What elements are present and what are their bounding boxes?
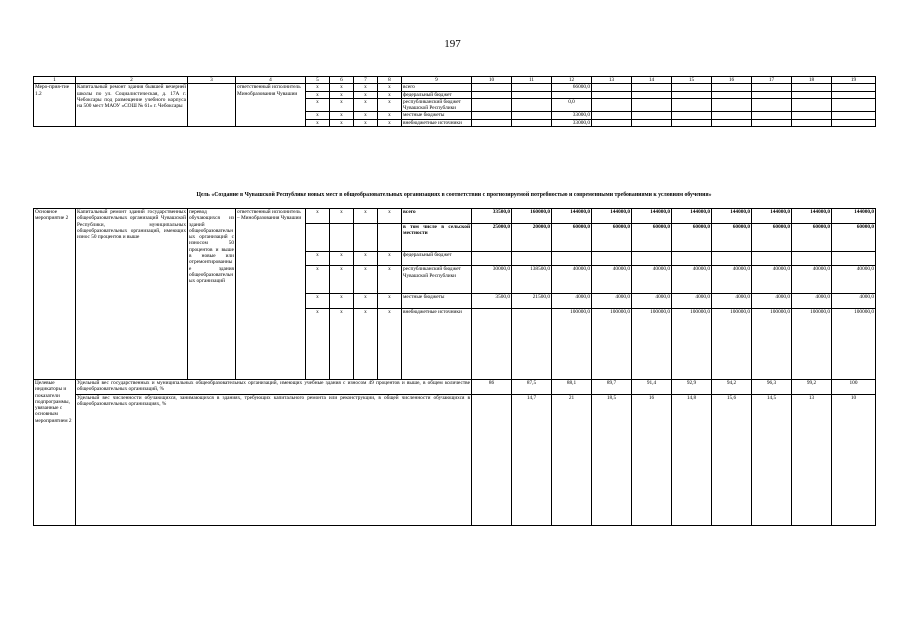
x-cell: x bbox=[378, 98, 402, 112]
indicator-value: 99,2 bbox=[792, 380, 832, 395]
value-cell: 100000,0 bbox=[792, 309, 832, 380]
x-cell: x bbox=[378, 294, 402, 309]
value-cell: 30000,0 bbox=[472, 266, 512, 294]
value-cell: 144000,0 bbox=[672, 209, 712, 224]
value-cell: 40000,0 bbox=[592, 266, 632, 294]
budget-table-top bbox=[33, 76, 876, 127]
col-num: 10 bbox=[472, 77, 512, 84]
value-cell: 100000,0 bbox=[632, 309, 672, 380]
indicator-value: 89,7 bbox=[592, 380, 632, 395]
x-cell: x bbox=[378, 91, 402, 98]
value-cell: 25000,0 bbox=[472, 223, 512, 251]
measure-name: Капитальный ремонт здания бывшей вечерней школы по ул. Социалистическая, д. 17А г. Чебоксары под размещение учебного корпуса на 500 мест МАОУ «СОШ № 61» г. Чебоксары bbox=[76, 84, 188, 127]
value-cell bbox=[632, 251, 672, 266]
funding-source: федеральный бюджет bbox=[402, 251, 472, 266]
value-cell: 0,0 bbox=[552, 98, 592, 112]
value-cell: 33000,0 bbox=[552, 112, 592, 119]
funding-source: республиканский бюджет Чувашской Республики bbox=[402, 266, 472, 294]
x-cell: x bbox=[354, 91, 378, 98]
value-cell: 40000,0 bbox=[752, 266, 792, 294]
value-cell: 144000,0 bbox=[552, 209, 592, 224]
measure-executor: ответственный исполнитель Минобразования Чувашии bbox=[236, 84, 306, 127]
funding-source: всего bbox=[402, 84, 472, 91]
value-cell bbox=[472, 119, 512, 126]
col-num: 1 bbox=[34, 77, 76, 84]
indicator-value: 13 bbox=[792, 395, 832, 526]
x-cell: x bbox=[306, 294, 330, 309]
x-cell: x bbox=[354, 266, 378, 294]
col-num: 17 bbox=[752, 77, 792, 84]
value-cell: 60000,0 bbox=[552, 223, 592, 251]
value-cell bbox=[472, 91, 512, 98]
page-number: 197 bbox=[444, 38, 461, 50]
x-cell: x bbox=[306, 119, 330, 126]
x-cell: x bbox=[378, 209, 402, 224]
x-cell: x bbox=[354, 209, 378, 224]
value-cell: 100000,0 bbox=[832, 309, 876, 380]
value-cell bbox=[472, 84, 512, 91]
col-num: 11 bbox=[512, 77, 552, 84]
funding-source: внебюджетные источники bbox=[402, 309, 472, 380]
value-cell: 100000,0 bbox=[672, 309, 712, 380]
value-cell: 40000,0 bbox=[712, 266, 752, 294]
indicators-label: Целевые индикаторы и показатели подпрограммы, увязанные с основным мероприятием 2 bbox=[34, 380, 76, 526]
x-cell: x bbox=[306, 309, 330, 380]
value-cell bbox=[472, 309, 512, 380]
indicator-value: 21 bbox=[552, 395, 592, 526]
x-cell: x bbox=[354, 119, 378, 126]
value-cell: 144000,0 bbox=[832, 209, 876, 224]
value-cell bbox=[592, 251, 632, 266]
value-cell: 40000,0 bbox=[672, 266, 712, 294]
value-cell bbox=[752, 251, 792, 266]
value-cell: 20000,0 bbox=[512, 223, 552, 251]
col-num: 13 bbox=[592, 77, 632, 84]
value-cell: 4000,0 bbox=[712, 294, 752, 309]
indicator-value: 96,3 bbox=[752, 380, 792, 395]
indicator-value: 91,4 bbox=[632, 380, 672, 395]
value-cell: 33500,0 bbox=[472, 209, 512, 224]
x-cell bbox=[306, 223, 330, 251]
value-cell: 4000,0 bbox=[832, 294, 876, 309]
col-num: 7 bbox=[354, 77, 378, 84]
x-cell: x bbox=[306, 266, 330, 294]
col-num: 16 bbox=[712, 77, 752, 84]
indicator-value: 18,5 bbox=[592, 395, 632, 526]
col-num: 2 bbox=[76, 77, 188, 84]
x-cell: x bbox=[330, 294, 354, 309]
value-cell bbox=[512, 119, 552, 126]
measure-code: Меро-прия-тие 1.2 bbox=[34, 84, 76, 127]
value-cell: 100000,0 bbox=[752, 309, 792, 380]
x-cell: x bbox=[306, 98, 330, 112]
value-cell: 144000,0 bbox=[632, 209, 672, 224]
value-cell: 40000,0 bbox=[552, 266, 592, 294]
funding-source: республиканский бюджет Чувашской Республики bbox=[402, 98, 472, 112]
x-cell: x bbox=[378, 84, 402, 91]
x-cell: x bbox=[306, 209, 330, 224]
value-cell: 160000,0 bbox=[512, 209, 552, 224]
value-cell: 144000,0 bbox=[792, 209, 832, 224]
value-cell bbox=[512, 309, 552, 380]
x-cell: x bbox=[354, 309, 378, 380]
indicator-text: Удельный вес государственных и муниципальных общеобразовательных организаций, имеющих учебные здания с износом 49 процентов и выше, в общем количестве общеобразовательных организаций, % bbox=[76, 380, 472, 395]
indicator-value: 10 bbox=[832, 395, 876, 526]
x-cell: x bbox=[330, 266, 354, 294]
indicator-row bbox=[34, 380, 876, 395]
value-cell bbox=[792, 251, 832, 266]
indicator-value: 14,8 bbox=[672, 395, 712, 526]
indicator-value: 88,1 bbox=[552, 380, 592, 395]
x-cell: x bbox=[330, 119, 354, 126]
x-cell: x bbox=[378, 251, 402, 266]
col-num: 3 bbox=[188, 77, 236, 84]
main-row bbox=[34, 209, 876, 224]
col-num: 14 bbox=[632, 77, 672, 84]
x-cell: x bbox=[354, 251, 378, 266]
value-cell: 4000,0 bbox=[632, 294, 672, 309]
value-cell: 40000,0 bbox=[832, 266, 876, 294]
main-result: перевод обучающихся из зданий общеобразовательных организаций с износом 50 процентов и выше в новые или отремонтированные здания общеобразовательных организаций bbox=[188, 209, 236, 380]
x-cell: x bbox=[378, 309, 402, 380]
value-cell: 66000,0 bbox=[552, 84, 592, 91]
value-cell: 60000,0 bbox=[592, 223, 632, 251]
indicator-value bbox=[472, 395, 512, 526]
x-cell: x bbox=[354, 98, 378, 112]
value-cell bbox=[512, 112, 552, 119]
col-num: 15 bbox=[672, 77, 712, 84]
value-cell: 60000,0 bbox=[832, 223, 876, 251]
main-executor: ответственный исполнитель – Минобразования Чувашии bbox=[236, 209, 306, 380]
x-cell: x bbox=[378, 266, 402, 294]
value-cell: 33000,0 bbox=[552, 119, 592, 126]
value-cell: 100000,0 bbox=[552, 309, 592, 380]
x-cell: x bbox=[330, 98, 354, 112]
main-code: Основное мероприятие 2 bbox=[34, 209, 76, 380]
indicator-row bbox=[34, 395, 876, 526]
value-cell bbox=[512, 98, 552, 112]
x-cell: x bbox=[330, 209, 354, 224]
x-cell: x bbox=[306, 251, 330, 266]
value-cell: 4000,0 bbox=[552, 294, 592, 309]
indicator-value: 100 bbox=[832, 380, 876, 395]
indicator-value: 15,6 bbox=[712, 395, 752, 526]
col-num: 5 bbox=[306, 77, 330, 84]
x-cell: x bbox=[354, 294, 378, 309]
value-cell: 4000,0 bbox=[752, 294, 792, 309]
x-cell: x bbox=[354, 84, 378, 91]
value-cell: 144000,0 bbox=[752, 209, 792, 224]
value-cell bbox=[472, 98, 512, 112]
x-cell: x bbox=[306, 84, 330, 91]
indicator-value: 94,2 bbox=[712, 380, 752, 395]
x-cell: x bbox=[330, 91, 354, 98]
funding-source: местные бюджеты bbox=[402, 112, 472, 119]
funding-source: федеральный бюджет bbox=[402, 91, 472, 98]
value-cell bbox=[472, 112, 512, 119]
value-cell: 138500,0 bbox=[512, 266, 552, 294]
value-cell bbox=[512, 84, 552, 91]
x-cell: x bbox=[306, 91, 330, 98]
indicator-value: 87,5 bbox=[512, 380, 552, 395]
value-cell: 4000,0 bbox=[592, 294, 632, 309]
value-cell: 40000,0 bbox=[632, 266, 672, 294]
value-cell: 60000,0 bbox=[752, 223, 792, 251]
col-num: 12 bbox=[552, 77, 592, 84]
x-cell: x bbox=[330, 112, 354, 119]
value-cell: 3500,0 bbox=[472, 294, 512, 309]
value-cell bbox=[512, 91, 552, 98]
x-cell: x bbox=[306, 112, 330, 119]
indicator-value: 86 bbox=[472, 380, 512, 395]
budget-table-main bbox=[33, 208, 876, 526]
measure-row bbox=[34, 84, 876, 91]
value-cell bbox=[512, 251, 552, 266]
indicator-value: 92,9 bbox=[672, 380, 712, 395]
goal-heading: Цель «Создание в Чувашской Республике новых мест в общеобразовательных организациях в соответствии с прогнозируемой потребностью и современными требованиями к условиям обучения» bbox=[196, 192, 712, 198]
value-cell bbox=[672, 251, 712, 266]
col-num: 6 bbox=[330, 77, 354, 84]
value-cell bbox=[552, 251, 592, 266]
value-cell: 100000,0 bbox=[712, 309, 752, 380]
value-cell bbox=[472, 251, 512, 266]
x-cell: x bbox=[354, 112, 378, 119]
funding-source: всего bbox=[402, 209, 472, 224]
main-name: Капитальный ремонт зданий государственных общеобразовательных организаций Чувашской Республики, муниципальных общеобразовательных организаций, имеющих износ 50 процентов и выше bbox=[76, 209, 188, 380]
column-number-row bbox=[34, 77, 876, 84]
value-cell bbox=[552, 91, 592, 98]
value-cell: 60000,0 bbox=[672, 223, 712, 251]
value-cell: 60000,0 bbox=[792, 223, 832, 251]
funding-source: внебюджетные источники bbox=[402, 119, 472, 126]
value-cell: 100000,0 bbox=[592, 309, 632, 380]
value-cell: 144000,0 bbox=[592, 209, 632, 224]
value-cell: 40000,0 bbox=[792, 266, 832, 294]
indicator-value: 14,7 bbox=[512, 395, 552, 526]
measure-result bbox=[188, 84, 236, 127]
x-cell bbox=[354, 223, 378, 251]
value-cell: 4000,0 bbox=[672, 294, 712, 309]
x-cell bbox=[330, 223, 354, 251]
indicator-value: 14,5 bbox=[752, 395, 792, 526]
col-num: 9 bbox=[402, 77, 472, 84]
indicator-value: 16 bbox=[632, 395, 672, 526]
value-cell bbox=[712, 251, 752, 266]
x-cell: x bbox=[330, 251, 354, 266]
col-num: 19 bbox=[832, 77, 876, 84]
funding-source: местные бюджеты bbox=[402, 294, 472, 309]
value-cell: 144000,0 bbox=[712, 209, 752, 224]
value-cell: 60000,0 bbox=[712, 223, 752, 251]
col-num: 4 bbox=[236, 77, 306, 84]
indicator-text: Удельный вес численности обучающихся, занимающихся в зданиях, требующих капитального ремонта или реконструкции, в общей численности обучающихся в общеобразовательных организациях, % bbox=[76, 395, 472, 526]
x-cell: x bbox=[378, 119, 402, 126]
x-cell: x bbox=[330, 84, 354, 91]
x-cell bbox=[378, 223, 402, 251]
value-cell: 60000,0 bbox=[632, 223, 672, 251]
x-cell: x bbox=[378, 112, 402, 119]
x-cell: x bbox=[330, 309, 354, 380]
funding-source: в том числе в сельской местности bbox=[402, 223, 472, 251]
col-num: 8 bbox=[378, 77, 402, 84]
value-cell bbox=[832, 251, 876, 266]
value-cell: 21500,0 bbox=[512, 294, 552, 309]
col-num: 18 bbox=[792, 77, 832, 84]
value-cell: 4000,0 bbox=[792, 294, 832, 309]
